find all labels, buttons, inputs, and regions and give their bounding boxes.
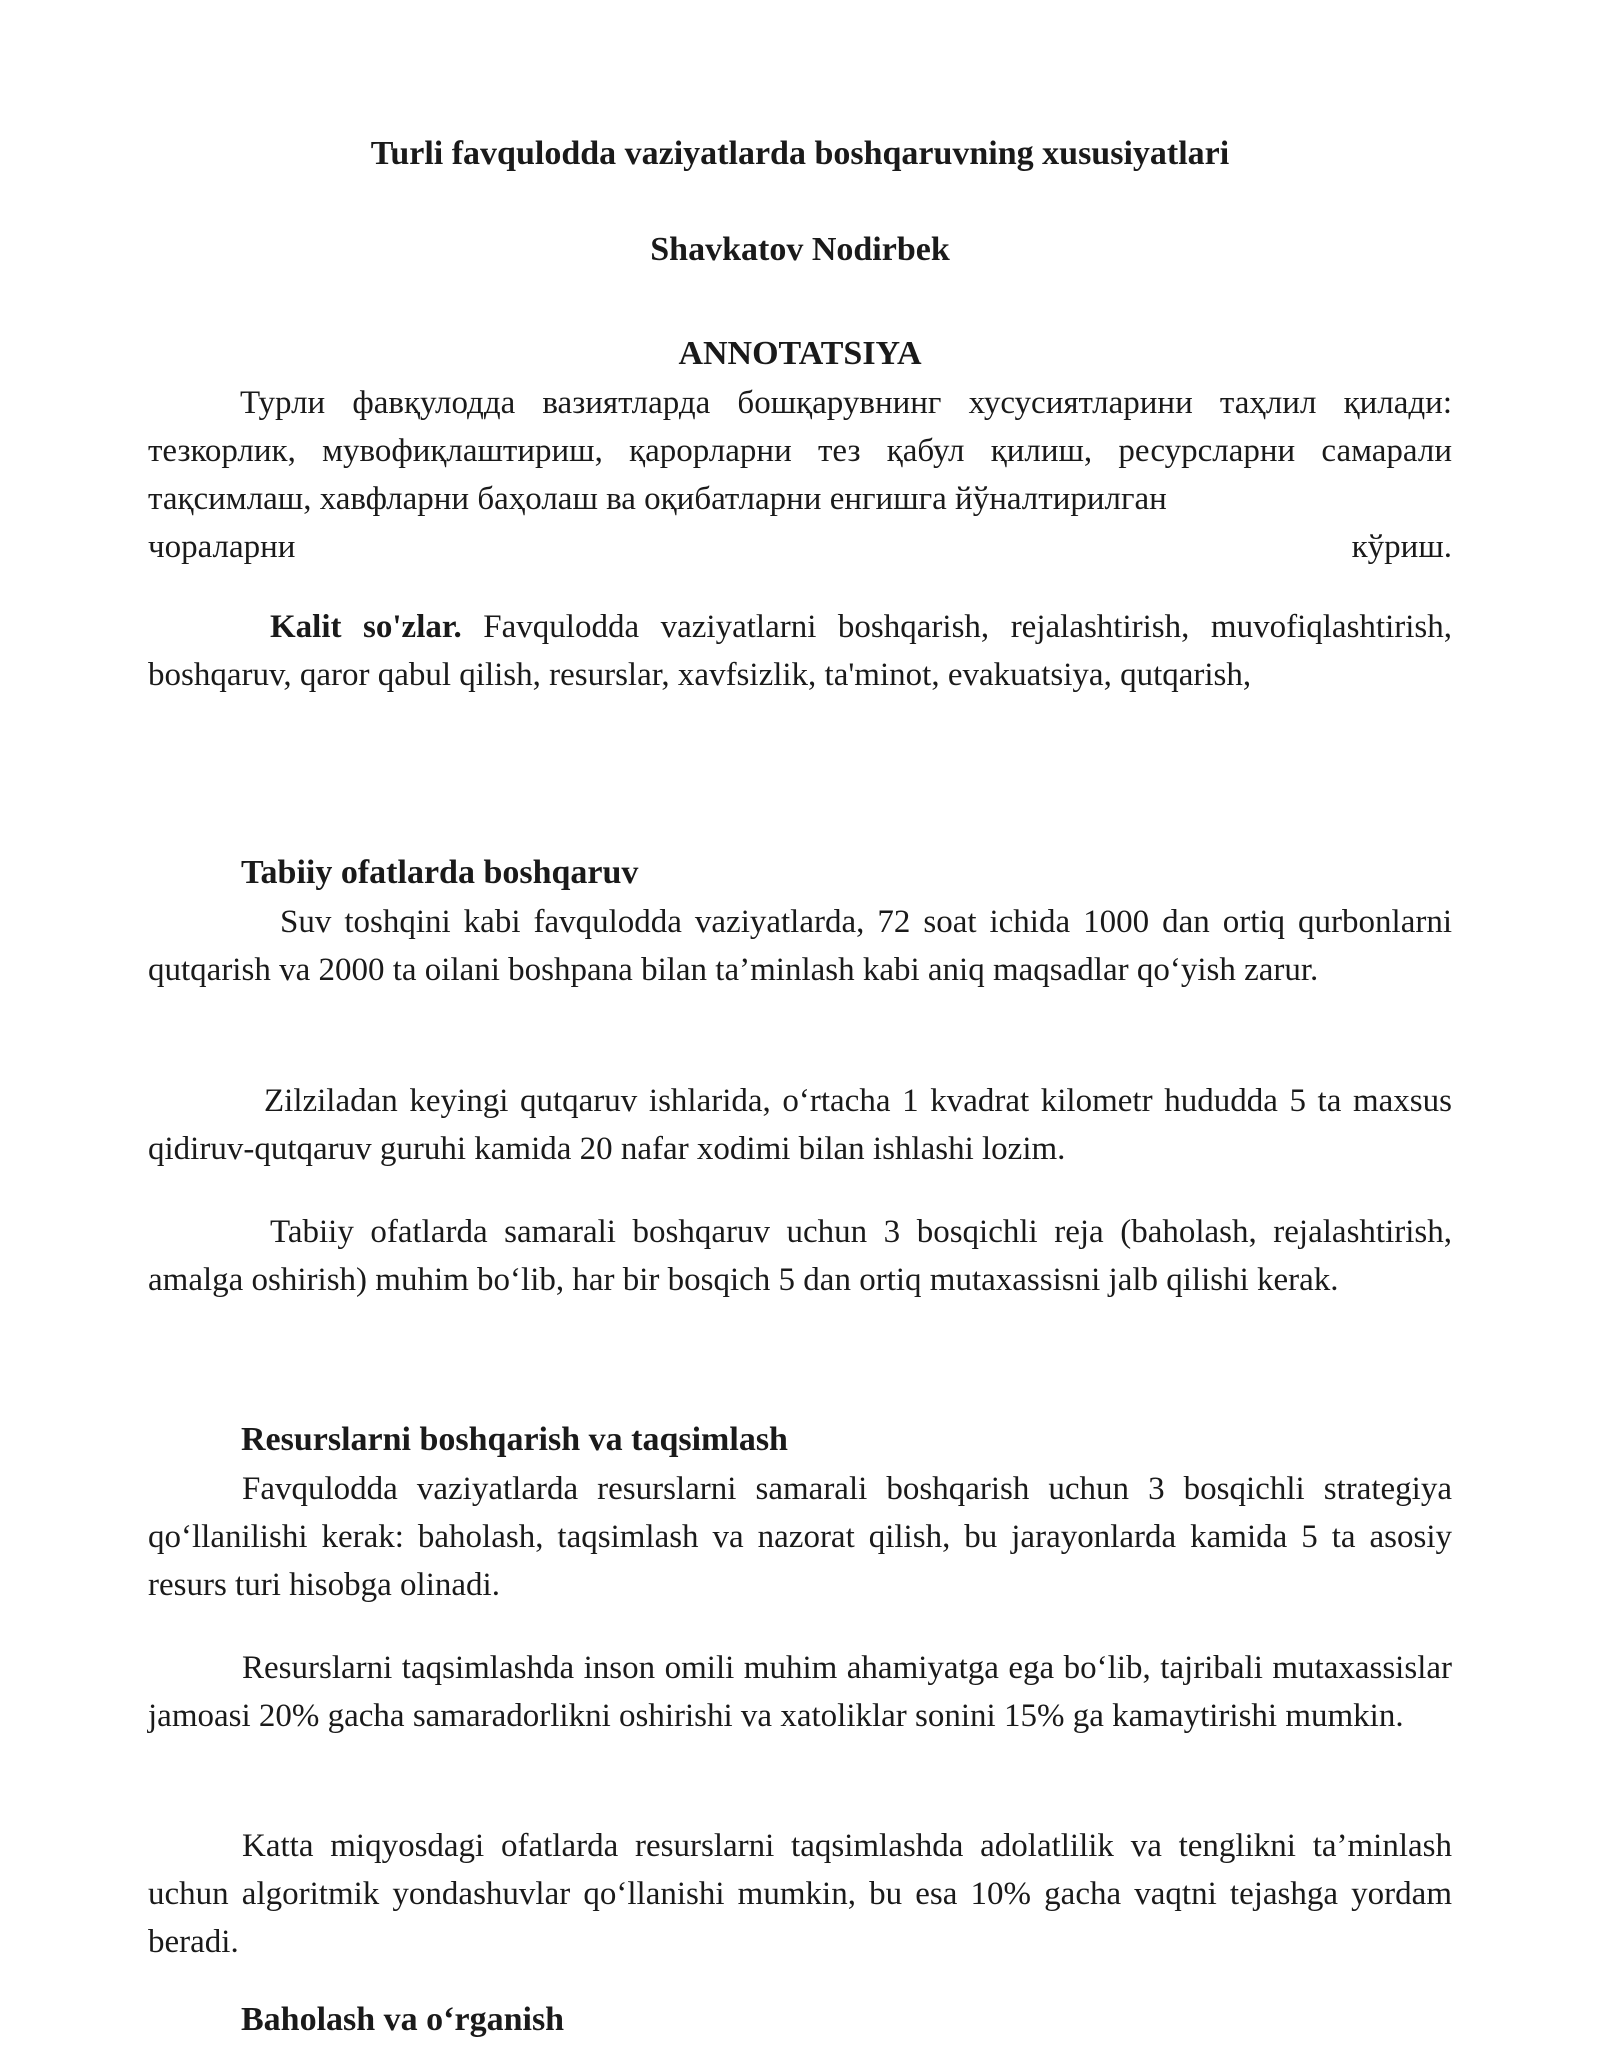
section2-paragraph-3: Katta miqyosdagi ofatlarda resurslarni taqsimlashda adolatlilik va tenglikni ta’minlash uchun algoritmik yondashuvlar qo‘llanishi mumkin, bu esa 10% gacha vaqtni tejashga yordam beradi. — [148, 1828, 1452, 1960]
document-title: Turli favqulodda vaziyatlarda boshqaruvning xususiyatlari — [370, 135, 1230, 172]
section1-paragraph-3: Tabiiy ofatlarda samarali boshqaruv uchun 3 bosqichli reja (baholash, rejalashtirish, amalga oshirish) muhim bo‘lib, har bir bosqich 5 dan ortiq mutaxassisni jalb qilishi kerak. — [148, 1214, 1452, 1298]
section-heading-natural-disasters: Tabiiy ofatlarda boshqaruv — [241, 854, 639, 891]
section2-paragraph-1: Favqulodda vaziyatlarda resurslarni samarali boshqarish uchun 3 bosqichli strategiya qo‘llanilishi kerak: baholash, taqsimlash va nazorat qilish, bu jarayonlarda kamida 5 ta asosiy resurs turi hisobga olinadi. — [148, 1471, 1452, 1603]
section1-paragraph-1: Suv toshqini kabi favqulodda vaziyatlarda, 72 soat ichida 1000 dan ortiq qurbonlarni qutqarish va 2000 ta oilani boshpana bilan ta’minlash kabi aniq maqsadlar qo‘yish zarur. — [148, 904, 1452, 988]
section-heading-evaluation: Baholash va o‘rganish — [241, 2001, 565, 2038]
abstract-last-left: чораларни — [148, 529, 296, 565]
keywords-text: Favqulodda vaziyatlarni boshqarish, rejalashtirish, muvofiqlashtirish, boshqaruv, qaror qabul qilish, resurslar, xavfsizlik, ta'minot, evakuatsiya, qutqarish, — [148, 609, 1452, 693]
section1-paragraph-2: Zilziladan keyingi qutqaruv ishlarida, o‘rtacha 1 kvadrat kilometr hududda 5 ta maxsus qidiruv-qutqaruv guruhi kamida 20 nafar xodimi bilan ishlashi lozim. — [148, 1083, 1452, 1167]
keywords-paragraph — [148, 603, 1452, 699]
abstract-last-line — [148, 523, 1452, 571]
abstract-heading: ANNOTATSIYA — [678, 335, 922, 372]
abstract-text: Турли фавқулодда вазиятларда бошқарувнинг хусусиятларини таҳлил қилади: тезкорлик, мувофиқлаштириш, қарорларни тез қабул қилиш, ресурсларни самарали тақсимлаш, хавфларни баҳолаш ва оқибатларни енгишга йўналтирилган — [148, 385, 1452, 517]
section2-paragraph-2: Resurslarni taqsimlashda inson omili muhim ahamiyatga ega bo‘lib, tajribali mutaxassislar jamoasi 20% gacha samaradorlikni oshirishi va xatoliklar sonini 15% ga kamaytirishi mumkin. — [148, 1650, 1452, 1734]
section-heading-resources: Resurslarni boshqarish va taqsimlash — [241, 1421, 788, 1458]
author-name: Shavkatov Nodirbek — [650, 231, 950, 268]
abstract-last-right: кўриш. — [1351, 529, 1452, 565]
keywords-label: Kalit so'zlar. — [270, 609, 462, 645]
